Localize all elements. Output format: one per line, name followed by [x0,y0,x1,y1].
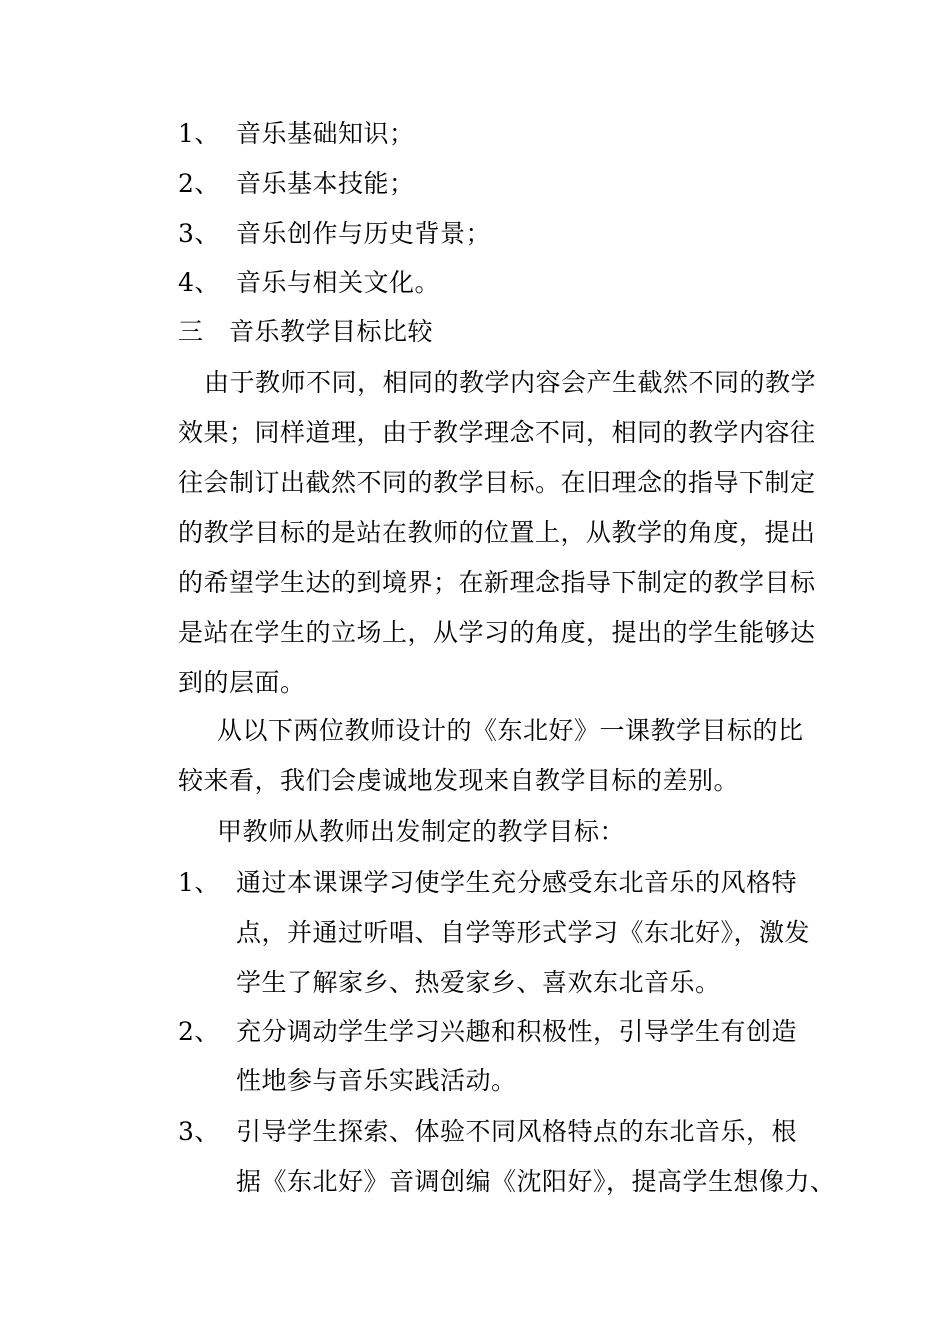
paragraph-line: 是站在学生的立场上，从学习的角度，提出的学生能够达 [178,618,816,647]
list-number: 1、 [178,119,220,148]
paragraph-line: 到的层面。 [178,668,306,697]
paragraph-line: 往会制订出截然不同的教学目标。在旧理念的指导下制定 [178,468,816,497]
list-item: 音乐创作与历史背景； [236,219,492,248]
list-item-line: 性地参与音乐实践活动。 [236,1066,517,1095]
list-item-line: 据《东北好》音调创编《沈阳好》，提高学生想像力、 [236,1167,836,1196]
list-number: 2、 [178,1017,220,1046]
paragraph-line: 由于教师不同，相同的教学内容会产生截然不同的教学 [204,368,817,397]
list-item-line: 引导学生探索、体验不同风格特点的东北音乐，根 [236,1117,798,1146]
paragraph-line: 从以下两位教师设计的《东北好》一课教学目标的比 [217,716,804,745]
list-item-line: 学生了解家乡、热爱家乡、喜欢东北音乐。 [236,968,721,997]
section-number: 三 [178,317,204,346]
paragraph-line: 较来看，我们会虔诚地发现来自教学目标的差别。 [178,766,740,795]
list-item: 音乐与相关文化。 [236,268,441,297]
list-item-line: 充分调动学生学习兴趣和积极性，引导学生有创造 [236,1017,798,1046]
paragraph-line: 的希望学生达的到境界；在新理念指导下制定的教学目标 [178,568,816,597]
list-item: 音乐基本技能； [236,169,415,198]
paragraph-line: 的教学目标的是站在教师的位置上，从教学的角度，提出 [178,518,816,547]
paragraph-line: 效果；同样道理，由于教学理念不同，相同的教学内容往 [178,418,816,447]
list-item-line: 通过本课课学习使学生充分感受东北音乐的风格特 [236,868,798,897]
list-item: 音乐基础知识； [236,119,415,148]
list-number: 1、 [178,868,220,897]
list-number: 2、 [178,169,220,198]
list-number: 4、 [178,268,220,297]
section-heading: 音乐教学目标比较 [229,317,434,346]
list-number: 3、 [178,219,220,248]
list-item-line: 点，并通过听唱、自学等形式学习《东北好》，激发 [236,918,811,947]
list-number: 3、 [178,1117,220,1146]
paragraph-line: 甲教师从教师出发制定的教学目标： [217,817,626,846]
